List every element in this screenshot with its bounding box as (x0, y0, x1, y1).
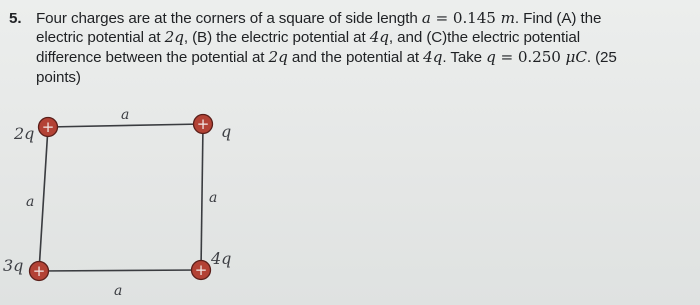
side-label-left: a (26, 194, 35, 210)
label-4q: 4q (211, 249, 232, 268)
text-segment: points) (36, 69, 81, 86)
unit-m: m (495, 9, 515, 27)
charge-bottom-right (192, 261, 211, 280)
text-segment: . Find (A) the (514, 10, 602, 27)
square-outline (39, 124, 203, 271)
variable-a: a (421, 9, 431, 27)
charge-4q: 4q (369, 28, 389, 46)
text-segment: . Take (442, 49, 487, 66)
square-top-side (48, 124, 203, 127)
text-segment: , and (C)the electric potential (388, 29, 580, 46)
charge-4q: 4q (423, 48, 443, 66)
label-q: q (221, 122, 232, 141)
equals-sign: = (495, 48, 518, 66)
charge-value: 0.250 (517, 48, 561, 66)
side-length-value: 0.145 (452, 9, 496, 27)
text-segment: difference between the potential at (36, 49, 269, 66)
side-label-top: a (121, 107, 130, 123)
plus-sign: + (194, 261, 208, 279)
charge-top-right (194, 115, 213, 134)
side-label-right: a (209, 190, 218, 206)
equals-sign: = (430, 9, 453, 27)
square-bottom-side (39, 270, 201, 271)
side-label-bottom: a (114, 283, 123, 299)
plus-sign: + (41, 118, 55, 136)
text-segment: and the potential at (287, 49, 424, 66)
plus-sign: + (196, 115, 210, 133)
text-segment: . (25 (586, 49, 617, 66)
problem-number: 5. (9, 10, 22, 27)
square-left-side (39, 127, 48, 271)
square-right-side (201, 124, 203, 270)
variable-q: q (486, 48, 496, 66)
unit-microcoulomb: μC (560, 48, 587, 66)
label-3q: 3q (3, 256, 24, 275)
charge-top-left (39, 118, 58, 137)
text-segment: Four charges are at the corners of a square of side length (36, 10, 422, 27)
charge-2q: 2q (268, 48, 288, 66)
text-segment: electric potential at (36, 29, 165, 46)
text-segment: , (B) the electric potential at (183, 29, 370, 46)
plus-sign: + (32, 262, 46, 280)
label-2q: 2q (14, 124, 35, 143)
charge-bottom-left (30, 262, 49, 281)
charge-2q: 2q (164, 28, 184, 46)
